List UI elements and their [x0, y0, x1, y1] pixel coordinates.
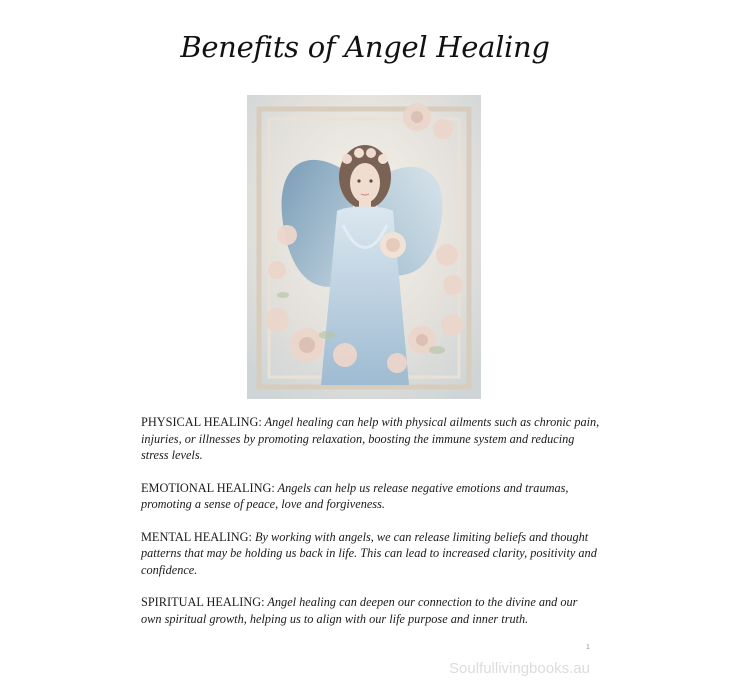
angel-illustration [247, 95, 481, 399]
physical-healing-paragraph [141, 414, 601, 464]
spiritual-healing-text: Angel healing can deepen our connection to the divine and our own spiritual growth, helping us to align with our life purpose and inner truth. [141, 595, 578, 626]
page-title: Benefits of Angel Healing [180, 30, 550, 64]
spiritual-healing-heading: SPIRITUAL HEALING: [141, 595, 265, 609]
page-number: 1 [586, 644, 590, 651]
mental-healing-paragraph [141, 529, 601, 579]
mental-healing-text: By working with angels, we can release limiting beliefs and thought patterns that may be holding us back in life. This can lead to increased clarity, positivity and confidence. [141, 529, 597, 577]
physical-healing-text: Angel healing can help with physical ailments such as chronic pain, injuries, or illnesses by promoting relaxation, boosting the immune system and reducing stress levels. [141, 415, 600, 462]
emotional-healing-text: Angels can help us release negative emotions and traumas, promoting a sense of peace, love and forgiveness. [141, 480, 569, 511]
watermark: Soulfullivingbooks.au [449, 660, 590, 677]
physical-healing-heading: PHYSICAL HEALING: [141, 415, 262, 429]
spiritual-healing-paragraph [141, 594, 601, 627]
mental-healing-heading: MENTAL HEALING: [141, 529, 252, 544]
emotional-healing-paragraph [141, 480, 601, 513]
emotional-healing-heading: EMOTIONAL HEALING: [141, 480, 275, 495]
healing-benefits [141, 414, 601, 643]
